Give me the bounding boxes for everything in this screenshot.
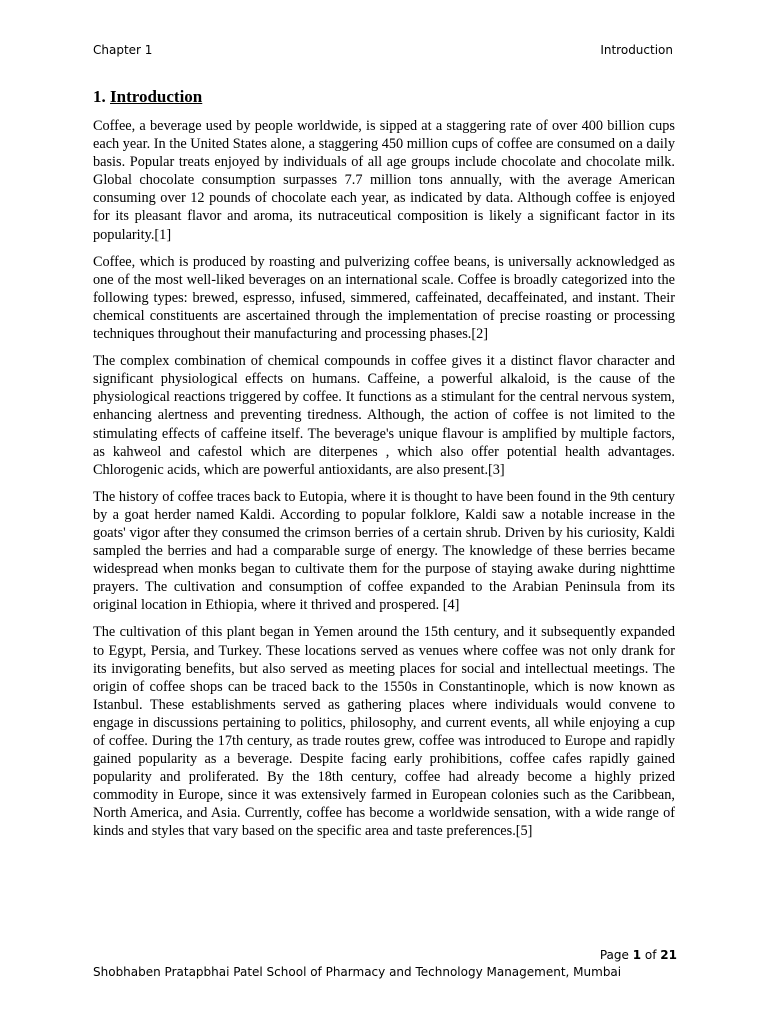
- header-section-title: Introduction: [600, 43, 673, 57]
- paragraph: The complex combination of chemical compounds in coffee gives it a distinct flavor character and significant physiological effects on humans. Caffeine, a powerful alkaloid, is the cause of the physiological reactions triggered by coffee. It functions as a stimulant for the central nervous system, enhancing alertness and preventing tiredness. Although, the action of coffee is not limited to the stimulating effects of caffeine itself. The beverage's unique flavour is amplified by multiple factors, as kahweol and cafestol which are diterpenes , which also offer potential health advantages. Chlorogenic acids, which are powerful antioxidants, are also present.[3]: [93, 353, 675, 478]
- running-header: [93, 43, 673, 59]
- paragraph: Coffee, which is produced by roasting and pulverizing coffee beans, is universally acknowledged as one of the most well-liked beverages on an international scale. Coffee is broadly categorized into the following types: brewed, espresso, infused, simmered, caffeinated, decaffeinated, and instant. Their chemical constituents are ascertained through the implementation of precise roasting or processing techniques throughout their manufacturing and processing phases.[2]: [93, 253, 675, 343]
- page-current: 1: [632, 948, 642, 962]
- paragraph: The history of coffee traces back to Eutopia, where it is thought to have been found in the 9th century by a goat herder named Kaldi. According to popular folklore, Kaldi saw a notable increase in the goats' vigor after they consumed the crimson berries of a certain shrub. Driven by his curiosity, Kaldi sampled the berries and had a comparable surge of energy. The knowledge of these berries became widespread when monks began to cultivate them for the purpose of staying awake during nighttime prayers. The cultivation and consumption of coffee expanded to the Arabian Peninsula from its original location in Ethiopia, where it thrived and prospered. [4]: [93, 488, 675, 614]
- section-number: 1.: [93, 87, 106, 106]
- footer-institution: Shobhaben Pratapbhai Patel School of Pharmacy and Technology Management, Mumbai: [93, 965, 622, 979]
- paragraph: The cultivation of this plant began in Yemen around the 15th century, and it subsequently expanded to Egypt, Persia, and Turkey. These locations served as venues where coffee was not only drank for its invigorating benefits, but also served as meeting places for social and intellectual meetings. The origin of coffee shops can be traced back to the 1550s in Constantinople, which is now known as Istanbul. These establishments served as gathering places where individuals would convene to engage in discussions pertaining to politics, philosophy, and current events, all while enjoying a cup of coffee. During the 17th century, as trade routes grew, coffee was introduced to Europe and rapidly gained popularity as a beverage. Despite facing early prohibitions, coffee cafes rapidly gained popularity and proliferated. By the 18th century, coffee had already become a highly prized commodity in Europe, since it was extensively farmed in European colonies such as the Caribbean, North America, and Asia. Currently, coffee has become a worldwide sensation, with a wide range of kinds and styles that vary based on the specific area and taste preferences.[5]: [93, 624, 675, 840]
- section-heading: [93, 87, 202, 107]
- header-chapter: Chapter 1: [93, 43, 153, 57]
- paragraph: Coffee, a beverage used by people worldwide, is sipped at a staggering rate of over 400 billion cups each year. In the United States alone, a staggering 450 million cups of coffee are consumed on a daily basis. Popular treats enjoyed by individuals of all age groups include chocolate and chocolate milk. Global chocolate consumption surpasses 7.7 million tons annually, with the average American consuming over 12 pounds of chocolate each year, as indicated by data. Although coffee is enjoyed for its pleasant flavor and aroma, its nutraceutical composition is likely a significant factor in its popularity.[1]: [93, 118, 675, 243]
- page-number: [600, 948, 677, 962]
- page-total: 21: [660, 948, 677, 962]
- page-separator: of: [641, 948, 661, 962]
- section-title: Introduction: [110, 87, 203, 106]
- body-text: [93, 117, 675, 850]
- page-label: Page: [599, 948, 633, 962]
